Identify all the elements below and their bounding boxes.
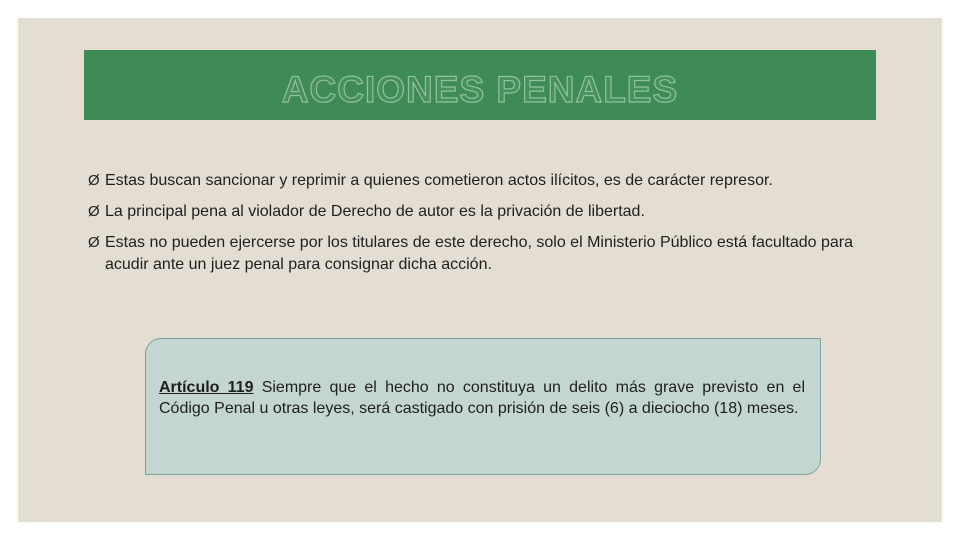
bullet-item [88,232,888,276]
article-text [159,377,805,419]
arrow-bullet-icon: Ø [88,203,100,220]
bullet-list [88,170,888,285]
bullet-text: Estas no pueden ejercerse por los titulares de este derecho, solo el Ministerio Público está facultado para acudir ante un juez penal para consignar dicha acción. [105,234,853,273]
arrow-bullet-icon: Ø [88,234,100,251]
article-box [145,338,821,475]
arrow-bullet-icon: Ø [88,172,100,189]
bullet-text: La principal pena al violador de Derecho de autor es la privación de libertad. [105,203,645,220]
title-banner [84,50,876,120]
slide [18,18,942,522]
bullet-text: Estas buscan sancionar y reprimir a quienes cometieron actos ilícitos, es de carácter represor. [105,172,773,189]
article-body: Siempre que el hecho no constituya un delito más grave previsto en el Código Penal u otras leyes, será castigado con prisión de seis (6) a dieciocho (18) meses. [159,379,806,417]
article-reference: Artículo 119 [159,379,254,396]
slide-title: ACCIONES PENALES [281,69,679,110]
bullet-item [88,170,888,192]
bullet-item [88,201,888,223]
